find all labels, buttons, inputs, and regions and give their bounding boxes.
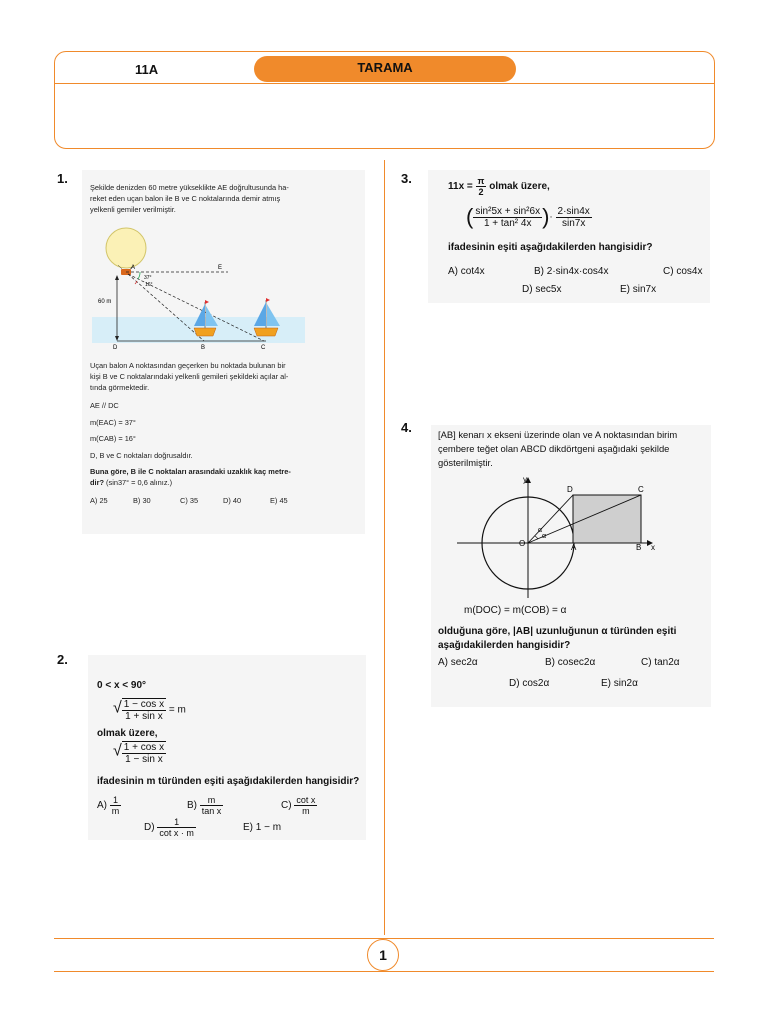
q2-option-e-text: 1 − m	[255, 822, 282, 833]
q2-eq2-numerator: 1 + cos x	[123, 742, 165, 753]
angle-37: 37°	[144, 275, 152, 281]
label-height: 60 m	[98, 299, 112, 305]
q2-equation2: √ $\frac{\text{1 + cos x}}{\text{1 − sin x}}$	[113, 742, 165, 765]
label-c: C	[261, 345, 266, 350]
q4-intro	[438, 428, 713, 470]
q4-number: 4.	[401, 420, 412, 435]
q4-intro-line: gösterilmiştir.	[438, 457, 493, 468]
q3-expr-den1: 1 + tan² 4x	[483, 217, 532, 229]
label-b: B	[636, 543, 642, 552]
q1-cond-angle-eac: m(EAC) = 37°	[90, 418, 136, 427]
q4-intro-line: [AB] kenarı x ekseni üzerinde olan ve A noktasından birim	[438, 429, 678, 440]
q3-cond-num: π	[477, 176, 485, 186]
q1-cond-angle-cab: m(CAB) = 16°	[90, 434, 136, 443]
label-a: A	[571, 543, 577, 552]
q3-expr-num1: sin²5x + sin²6x	[475, 205, 541, 217]
rectangle-abcd	[573, 495, 641, 543]
class-label: 11A	[135, 62, 159, 77]
q1-option-b: B) 30	[133, 496, 151, 505]
angle-16: 16°	[145, 282, 153, 288]
q3-option-b: B) 2·sin4x·cos4x	[534, 266, 609, 277]
q3-expression: ( $\frac{\text{sin²5x + sin²6x}}{\text{1 + tan² 4x}}$ )· $\frac{2\cdot\sin 4x}{\sin 7x}$	[466, 204, 590, 229]
q2-option-c-num: cot x	[296, 795, 316, 805]
q4-question-line: aşağıdakilerden hangisidir?	[438, 640, 571, 651]
q1-cond-collinear: D, B ve C noktaları doğrusaldır.	[90, 451, 193, 460]
q3-option-d: D) sec5x	[522, 284, 562, 295]
q2-option-a-num: 1	[110, 795, 122, 806]
q2-option-c-label: C)	[281, 800, 292, 812]
q2-eq1-numerator: 1 − cos x	[123, 699, 165, 710]
label-d: D	[113, 345, 118, 350]
q1-option-e: E) 45	[270, 496, 288, 505]
q2-option-e-label: E)	[243, 822, 253, 833]
q3-question: ifadesinin eşiti aşağıdakilerden hangisidir?	[448, 242, 653, 253]
label-a: A	[131, 265, 136, 271]
q4-options	[438, 657, 708, 691]
q4-option-e: E) sin2α	[601, 678, 638, 689]
q1-body-line: kişi B ve C noktalarındaki yelkenli gemileri şekildeki açılar al-	[90, 372, 289, 381]
q3-cond-lhs: 11x =	[448, 181, 473, 193]
q2-condition: 0 < x < 90°	[97, 680, 147, 691]
column-divider	[384, 160, 385, 935]
q4-figure	[455, 470, 675, 600]
q2-option-c	[281, 795, 317, 816]
q4-intro-line: çembere teğet olan ABCD dikdörtgeni aşağıdaki şekilde	[438, 443, 670, 454]
q4-question	[438, 625, 710, 653]
q2-option-d-num: 1	[157, 817, 196, 828]
q2-option-d-label: D)	[144, 822, 155, 834]
q4-option-b: B) cosec2α	[545, 657, 596, 668]
q1-option-c: C) 35	[180, 496, 199, 505]
label-y: y	[523, 475, 527, 484]
q1-option-a: A) 25	[90, 496, 108, 505]
q1-question-tail: dir?	[90, 478, 104, 487]
q3-number: 3.	[401, 171, 412, 186]
q2-options	[97, 791, 357, 839]
q1-cond-parallel: AE // DC	[90, 401, 119, 410]
q2-given: olmak üzere,	[97, 728, 158, 739]
q1-option-d: D) 40	[223, 496, 242, 505]
q3-option-c: C) cos4x	[663, 266, 703, 277]
q1-intro-line: reket eden uçan balon ile B ve C noktalarında demir atmış	[90, 194, 281, 203]
q1-options	[90, 495, 370, 507]
q2-option-d	[144, 817, 196, 838]
q2-equation1: √ $\frac{\text{1 − cos x}}{\text{1 + sin x}}$ = m	[113, 699, 186, 722]
q2-eq2-denominator: 1 − sin x	[125, 754, 163, 765]
q3-option-e: E) sin7x	[620, 284, 657, 295]
q1-question-line1: Buna göre, B ile C noktaları arasındaki uzaklık kaç metre-	[90, 467, 291, 476]
q1-intro-line: Şekilde denizden 60 metre yükseklikte AE doğrultusunda ha-	[90, 183, 289, 192]
balloon	[106, 228, 146, 268]
page-title: TARAMA	[254, 56, 516, 82]
q3-expr-num2: 2·sin4x	[557, 205, 590, 217]
q2-option-d-den: cot x · m	[159, 828, 194, 838]
q1-hint: (sin37° = 0,6 alınız.)	[106, 478, 173, 487]
q2-eq1-rhs: = m	[168, 704, 186, 716]
q2-option-e	[243, 822, 281, 833]
q2-question: ifadesinin m türünden eşiti aşağıdakilerden hangisidir?	[97, 776, 360, 787]
q2-option-b-num: m	[200, 795, 224, 806]
label-o: O	[519, 539, 526, 548]
q3-cond-den: 2	[478, 187, 484, 197]
q3-cond-rhs: olmak üzere,	[489, 181, 550, 193]
q4-condition: m(DOC) = m(COB) = α	[464, 605, 567, 616]
q1-number: 1.	[57, 171, 68, 186]
label-d: D	[567, 485, 573, 494]
label-b: B	[201, 345, 206, 350]
q1-question-line2	[90, 477, 172, 488]
page-number: 1	[367, 939, 399, 971]
q1-body-line: Uçan balon A noktasından geçerken bu noktada bulunan bir	[90, 361, 286, 370]
q1-intro-line: yelkenli gemiler verilmiştir.	[90, 205, 176, 214]
q4-option-a: A) sec2α	[438, 657, 478, 668]
q4-question-line: olduğuna göre, |AB| uzunluğunun α türünden eşiti	[438, 626, 677, 637]
q1-figure	[88, 222, 310, 350]
q2-option-b-den: tan x	[201, 806, 222, 816]
label-alpha-1: α	[538, 527, 543, 534]
q2-option-a	[97, 795, 121, 816]
q1-body-line: tında görmektedir.	[90, 383, 150, 392]
q2-option-b	[187, 795, 223, 816]
header-divider	[54, 83, 715, 84]
q2-option-a-label: A)	[97, 800, 107, 812]
q2-option-a-den: m	[111, 806, 120, 816]
label-alpha-2: α	[542, 533, 547, 540]
footer-line-bottom	[54, 971, 714, 972]
q3-condition	[448, 176, 550, 197]
label-x: x	[651, 543, 655, 552]
q3-expr-den2: sin7x	[561, 217, 586, 229]
q3-option-a: A) cot4x	[448, 266, 485, 277]
q4-option-d: D) cos2α	[509, 678, 550, 689]
q1-intro	[90, 182, 370, 215]
label-e: E	[218, 265, 223, 271]
q3-options	[448, 266, 708, 298]
q2-number: 2.	[57, 652, 68, 667]
q1-body	[90, 360, 370, 393]
q2-option-c-den: m	[302, 806, 310, 816]
q2-eq1-denominator: 1 + sin x	[125, 711, 163, 722]
q4-option-c: C) tan2α	[641, 657, 680, 668]
label-c: C	[638, 485, 644, 494]
q2-option-b-label: B)	[187, 800, 197, 812]
